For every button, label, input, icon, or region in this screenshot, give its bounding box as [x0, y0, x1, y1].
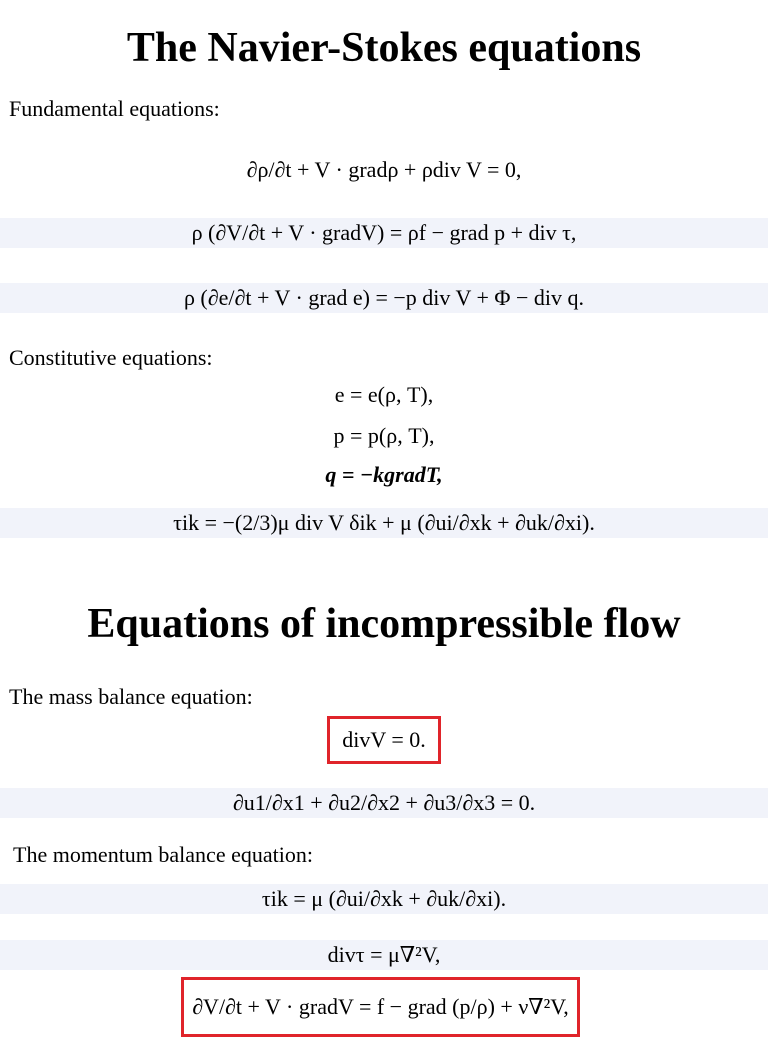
equation-momentum: ρ (∂V/∂t + V · gradV) = ρf − grad p + div τ,	[0, 218, 768, 248]
boxed-equation-navier-stokes: ∂V/∂t + V · gradV = f − grad (p/ρ) + ν∇²V,	[181, 977, 580, 1037]
equation-heat-flux: q = −kgradT,	[325, 462, 443, 487]
equation-pressure: p = p(ρ, T),	[333, 423, 435, 448]
label-fundamental-equations: Fundamental equations:	[9, 96, 220, 121]
label-constitutive-equations: Constitutive equations:	[9, 345, 213, 370]
boxed-equation-divergence-free: divV = 0.	[327, 716, 441, 764]
equation-stress-tensor: τik = −(2/3)μ div V δik + μ (∂ui/∂xk + ∂uk/∂xi).	[0, 508, 768, 538]
equation-stress-divergence: divτ = μ∇²V,	[0, 940, 768, 970]
equation-energy: ρ (∂e/∂t + V · grad e) = −p div V + Φ − div q.	[0, 283, 768, 313]
equation-internal-energy: e = e(ρ, T),	[334, 382, 434, 407]
equation-continuity-components: ∂u1/∂x1 + ∂u2/∂x2 + ∂u3/∂x3 = 0.	[0, 788, 768, 818]
heading-incompressible-flow: Equations of incompressible flow	[87, 601, 681, 647]
equation-stress-incompressible: τik = μ (∂ui/∂xk + ∂uk/∂xi).	[0, 884, 768, 914]
heading-navier-stokes: The Navier-Stokes equations	[126, 25, 642, 71]
equation-continuity: ∂ρ/∂t + V · gradρ + ρdiv V = 0,	[246, 157, 522, 182]
label-mass-balance: The mass balance equation:	[9, 684, 253, 709]
label-momentum-balance: The momentum balance equation:	[13, 842, 313, 867]
